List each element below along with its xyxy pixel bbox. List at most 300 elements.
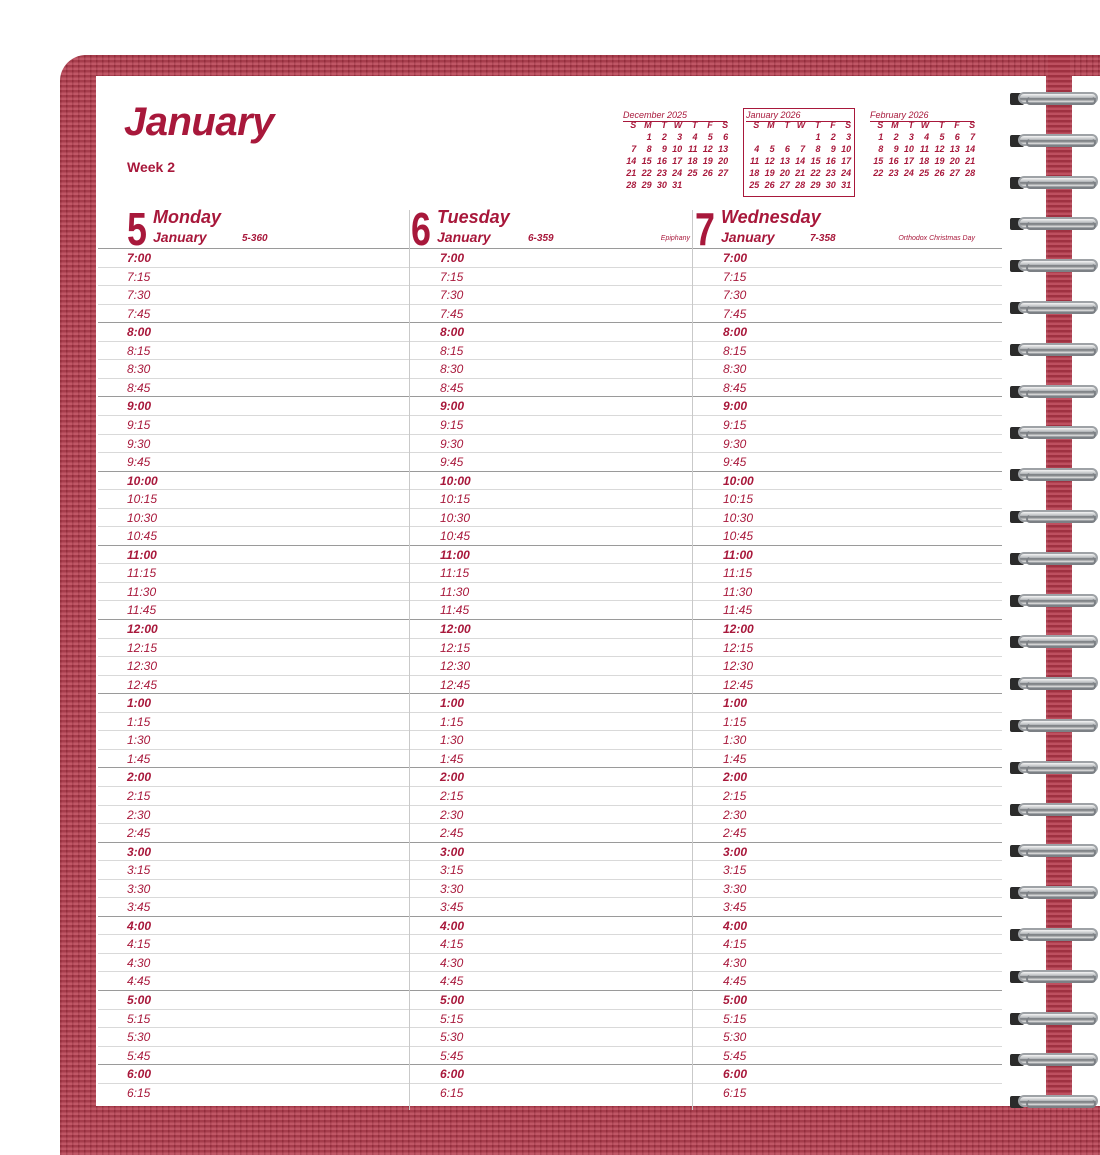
time-slot-label: 6:00 [440, 1067, 465, 1082]
time-slot-label: 7:00 [723, 251, 748, 265]
time-slot-label: 5:00 [440, 993, 465, 1007]
calendar-date: 22 [873, 168, 884, 178]
calendar-date: 11 [688, 144, 698, 154]
binding-ring [1010, 341, 1092, 359]
calendar-date: 8 [878, 144, 884, 154]
time-slot-label: 11:15 [440, 566, 470, 581]
time-slot-row[interactable] [98, 990, 1002, 1009]
calendar-date: 17 [841, 156, 852, 166]
calendar-date: 18 [687, 156, 698, 166]
weekday-header: T [784, 120, 790, 130]
binding-ring [1010, 968, 1092, 986]
weekday-header: T [691, 120, 698, 130]
day-header [127, 203, 407, 255]
time-slot-row[interactable] [98, 285, 1002, 304]
time-slot-label: 4:45 [127, 974, 151, 989]
time-slot-label: 7:15 [127, 269, 151, 284]
calendar-date [684, 179, 699, 191]
time-slot-label: 6:00 [723, 1067, 748, 1082]
time-slot-row[interactable] [98, 341, 1002, 360]
time-slot-label: 1:00 [723, 696, 748, 711]
time-slot-row[interactable] [98, 415, 1002, 434]
time-slot-label: 5:45 [127, 1048, 151, 1063]
time-slot-label: 5:30 [723, 1030, 747, 1045]
binding-ring [1010, 257, 1092, 275]
time-slot-row[interactable] [98, 359, 1002, 378]
binding-ring [1010, 90, 1092, 108]
time-slot-row[interactable] [98, 675, 1002, 694]
weekday-header: S [969, 120, 976, 130]
time-slot-row[interactable] [98, 823, 1002, 842]
time-slot-label: 2:15 [440, 788, 464, 803]
weekday-header: M [891, 120, 899, 130]
time-slot-row[interactable] [98, 953, 1002, 972]
time-slot-label: 7:45 [723, 306, 747, 321]
time-slot-label: 3:00 [127, 844, 152, 859]
time-slot-row[interactable] [98, 638, 1002, 657]
weekday-header: W [796, 120, 806, 130]
time-slot-label: 1:45 [440, 751, 464, 766]
calendar-date: 20 [718, 156, 729, 166]
time-slot-row[interactable] [98, 730, 1002, 749]
time-slot-label: 4:30 [723, 955, 747, 970]
time-slot-label: 1:30 [127, 733, 151, 748]
time-slot-row[interactable] [98, 879, 1002, 898]
time-slot-row[interactable] [98, 545, 1002, 564]
time-slot-label: 12:30 [127, 659, 158, 674]
time-slot-label: 3:30 [723, 881, 747, 896]
mini-calendar-grid [623, 120, 730, 191]
time-slot-label: 11:15 [723, 566, 753, 581]
weekday-header: S [845, 120, 852, 130]
time-slot-row[interactable] [98, 248, 1002, 267]
calendar-date: 29 [810, 180, 821, 190]
time-slot-row[interactable] [98, 693, 1002, 712]
weekday-header: W [920, 120, 930, 130]
calendar-date: 14 [626, 156, 637, 166]
time-slot-label: 11:00 [723, 547, 753, 562]
calendar-date: 13 [718, 144, 729, 154]
calendar-date: 14 [965, 144, 976, 154]
time-slot-label: 11:45 [127, 603, 157, 618]
time-slot-row[interactable] [98, 860, 1002, 879]
time-slot-label: 9:00 [723, 399, 748, 414]
calendar-date: 31 [672, 180, 683, 190]
calendar-date: 16 [825, 156, 836, 166]
time-slot-row[interactable] [98, 916, 1002, 935]
weekday-header: W [673, 120, 683, 130]
time-slot-row[interactable] [98, 1064, 1002, 1083]
binding-ring [1010, 508, 1092, 526]
time-slot-label: 11:00 [440, 547, 470, 562]
calendar-date: 13 [779, 156, 790, 166]
day-month: January [721, 229, 775, 245]
binding-ring [1010, 132, 1092, 150]
weekday-header: F [830, 120, 836, 130]
calendar-date: 27 [718, 168, 729, 178]
time-slot-label: 11:15 [127, 566, 157, 581]
time-slot-label: 10:00 [723, 473, 754, 488]
time-slot-label: 8:00 [440, 325, 465, 340]
calendar-date: 3 [677, 132, 683, 142]
time-slot-row[interactable] [98, 897, 1002, 916]
time-slot-row[interactable] [98, 322, 1002, 341]
time-slot-label: 3:30 [440, 881, 464, 896]
weekday-header: S [753, 120, 760, 130]
day-name: Tuesday [437, 207, 510, 227]
holiday-label: Epiphany [660, 235, 690, 242]
calendar-date: 2 [893, 132, 899, 142]
calendar-date: 7 [800, 144, 806, 154]
time-slot-label: 9:00 [127, 399, 152, 414]
binding-ring [1010, 1051, 1092, 1069]
calendar-date [715, 179, 730, 191]
time-slot-label: 3:45 [440, 900, 464, 915]
calendar-date: 18 [749, 168, 760, 178]
time-slot-label: 2:15 [127, 788, 151, 803]
time-slot-label: 1:45 [723, 751, 747, 766]
calendar-date: 20 [779, 168, 790, 178]
calendar-date: 1 [815, 132, 821, 142]
calendar-date: 4 [754, 144, 760, 154]
binding-ring [1010, 550, 1092, 568]
calendar-date: 21 [795, 168, 806, 178]
binding-ring [1010, 717, 1092, 735]
time-slot-label: 7:30 [127, 288, 151, 303]
time-slot-label: 9:30 [127, 436, 151, 451]
time-slot-row[interactable] [98, 563, 1002, 582]
time-slot-label: 9:45 [440, 455, 464, 470]
weekday-header: M [644, 120, 652, 130]
schedule-grid [98, 248, 1002, 1108]
time-slot-label: 12:30 [440, 659, 471, 674]
binding-ring [1010, 1010, 1092, 1028]
time-slot-label: 7:30 [440, 288, 464, 303]
time-slot-label: 7:00 [127, 251, 152, 265]
calendar-date: 10 [903, 144, 914, 154]
time-slot-row[interactable] [98, 786, 1002, 805]
time-slot-label: 7:45 [440, 306, 464, 321]
calendar-date: 9 [830, 144, 836, 154]
calendar-date: 19 [702, 156, 713, 166]
time-slot-label: 10:30 [723, 510, 754, 525]
calendar-date: 1 [646, 132, 652, 142]
time-slot-label: 3:15 [127, 863, 151, 878]
calendar-date: 17 [903, 156, 914, 166]
time-slot-label: 8:30 [723, 362, 747, 377]
time-slot-label: 4:15 [127, 937, 151, 952]
weekday-header: T [908, 120, 914, 130]
time-slot-row[interactable] [98, 304, 1002, 323]
calendar-date: 4 [692, 132, 698, 142]
binding-ring [1010, 592, 1092, 610]
time-slot-row[interactable] [98, 489, 1002, 508]
time-slot-label: 1:15 [723, 714, 747, 729]
time-slot-row[interactable] [98, 452, 1002, 471]
binding-ring [1010, 884, 1092, 902]
time-slot-row[interactable] [98, 749, 1002, 768]
time-slot-label: 11:30 [440, 584, 470, 599]
calendar-date: 28 [965, 168, 976, 178]
time-slot-label: 8:00 [723, 325, 748, 340]
time-slot-label: 10:00 [440, 473, 471, 488]
time-slot-label: 6:15 [723, 1085, 747, 1100]
weekday-header: S [722, 120, 729, 130]
time-slot-label: 7:45 [127, 306, 151, 321]
time-slot-label: 1:30 [440, 733, 464, 748]
calendar-date: 5 [769, 144, 775, 154]
binding-ring [1010, 299, 1092, 317]
calendar-date: 9 [893, 144, 899, 154]
time-slot-row[interactable] [98, 378, 1002, 397]
time-slot-label: 2:30 [723, 807, 747, 822]
time-slot-row[interactable] [98, 1027, 1002, 1046]
time-slot-label: 3:45 [723, 900, 747, 915]
time-slot-row[interactable] [98, 396, 1002, 415]
time-slot-label: 4:30 [440, 955, 464, 970]
time-slot-label: 5:15 [723, 1011, 747, 1026]
day-of-year-count: 7-358 [810, 233, 836, 244]
calendar-date: 6 [784, 144, 790, 154]
time-slot-row[interactable] [98, 842, 1002, 861]
time-slot-label: 6:15 [127, 1085, 151, 1100]
time-slot-label: 4:15 [723, 937, 747, 952]
time-slot-label: 2:30 [127, 807, 151, 822]
time-slot-label: 1:00 [440, 696, 465, 711]
time-slot-label: 3:00 [440, 844, 465, 859]
time-slot-label: 2:45 [723, 826, 747, 841]
time-slot-label: 10:45 [127, 529, 158, 544]
calendar-date: 15 [641, 156, 652, 166]
time-slot-label: 8:45 [440, 380, 464, 395]
time-slot-label: 3:15 [723, 863, 747, 878]
time-slot-label: 3:45 [127, 900, 151, 915]
binding-ring [1010, 759, 1092, 777]
calendar-date: 11 [919, 144, 930, 154]
day-name: Wednesday [721, 207, 821, 227]
time-slot-label: 5:30 [440, 1030, 464, 1045]
time-slot-label: 10:30 [127, 510, 158, 525]
calendar-date: 22 [810, 168, 821, 178]
binding-ring [1010, 215, 1092, 233]
time-slot-label: 11:45 [440, 603, 470, 618]
calendar-date: 9 [661, 144, 667, 154]
calendar-date: 23 [825, 168, 836, 178]
current-month-highlight [743, 108, 855, 197]
time-slot-label: 9:15 [723, 417, 747, 432]
time-slot-label: 12:00 [440, 622, 471, 636]
binding-ring [1010, 801, 1092, 819]
calendar-date: 27 [779, 180, 790, 190]
calendar-date: 6 [723, 132, 729, 142]
calendar-date: 22 [641, 168, 652, 178]
calendar-date: 3 [846, 132, 852, 142]
calendar-date: 26 [764, 180, 775, 190]
calendar-date: 26 [934, 168, 945, 178]
calendar-date: 19 [934, 156, 945, 166]
time-slot-row[interactable] [98, 526, 1002, 545]
time-slot-label: 9:30 [723, 436, 747, 451]
weekday-header: S [630, 120, 637, 130]
calendar-date: 1 [878, 132, 884, 142]
binding-ring [1010, 424, 1092, 442]
time-slot-label: 12:30 [723, 659, 754, 674]
time-slot-label: 5:00 [127, 993, 152, 1007]
calendar-date: 6 [954, 132, 960, 142]
calendar-date: 25 [919, 168, 930, 178]
time-slot-row[interactable] [98, 582, 1002, 601]
time-slot-label: 3:00 [723, 844, 748, 859]
day-number: 7 [695, 203, 714, 255]
calendar-date: 16 [656, 156, 667, 166]
time-slot-label: 10:30 [440, 510, 471, 525]
calendar-date: 2 [661, 132, 667, 142]
time-slot-row[interactable] [98, 508, 1002, 527]
binding-ring [1010, 842, 1092, 860]
time-slot-row[interactable] [98, 267, 1002, 286]
calendar-date: 17 [672, 156, 683, 166]
time-slot-row[interactable] [98, 767, 1002, 786]
time-slot-label: 4:15 [440, 937, 464, 952]
time-slot-row[interactable] [98, 934, 1002, 953]
time-slot-label: 8:15 [440, 343, 464, 358]
calendar-date: 27 [949, 168, 960, 178]
binding-ring [1010, 675, 1092, 693]
time-slot-label: 2:00 [723, 770, 748, 785]
time-slot-label: 12:15 [127, 640, 158, 655]
calendar-date: 12 [702, 144, 713, 154]
calendar-date: 26 [702, 168, 713, 178]
time-slot-label: 2:15 [723, 788, 747, 803]
binding-ring [1010, 174, 1092, 192]
time-slot-label: 8:30 [127, 362, 151, 377]
calendar-date: 28 [626, 180, 637, 190]
calendar-date: 21 [626, 168, 637, 178]
time-slot-row[interactable] [98, 971, 1002, 990]
calendar-date: 24 [841, 168, 852, 178]
calendar-date: 20 [949, 156, 960, 166]
time-slot-label: 8:15 [127, 343, 151, 358]
time-slot-row[interactable] [98, 1046, 1002, 1065]
time-slot-label: 4:00 [440, 918, 465, 933]
mini-calendar [870, 110, 977, 200]
time-slot-label: 5:15 [127, 1011, 151, 1026]
day-month: January [437, 229, 491, 245]
time-slot-label: 10:45 [723, 529, 754, 544]
time-slot-label: 2:00 [127, 770, 152, 785]
time-slot-label: 12:00 [723, 622, 754, 636]
mini-calendar-title: February 2026 [870, 110, 929, 120]
time-slot-row[interactable] [98, 600, 1002, 619]
time-slot-label: 9:30 [440, 436, 464, 451]
time-slot-row[interactable] [98, 1009, 1002, 1028]
time-slot-label: 1:45 [127, 751, 151, 766]
day-month: January [153, 229, 207, 245]
time-slot-label: 11:00 [127, 547, 157, 562]
weekday-header: M [767, 120, 775, 130]
time-slot-label: 3:30 [127, 881, 151, 896]
weekday-header: T [814, 120, 821, 130]
calendar-date: 25 [687, 168, 698, 178]
holiday-label: Orthodox Christmas Day [898, 235, 975, 242]
calendar-date: 15 [810, 156, 821, 166]
calendar-date: 31 [841, 180, 852, 190]
mini-calendar-title: January 2026 [746, 110, 801, 120]
time-slot-row[interactable] [98, 712, 1002, 731]
calendar-date: 4 [924, 132, 930, 142]
time-slot-label: 2:45 [127, 826, 151, 841]
binding-ring [1010, 926, 1092, 944]
calendar-date: 12 [934, 144, 945, 154]
time-slot-label: 1:15 [127, 714, 151, 729]
calendar-date: 14 [795, 156, 806, 166]
time-slot-label: 10:00 [127, 473, 158, 488]
time-slot-label: 9:15 [127, 417, 151, 432]
calendar-date: 5 [707, 132, 713, 142]
day-of-year-count: 6-359 [528, 233, 554, 244]
time-slot-row[interactable] [98, 656, 1002, 675]
calendar-date: 30 [825, 180, 836, 190]
time-slot-label: 1:00 [127, 696, 152, 711]
binding-ring [1010, 383, 1092, 401]
calendar-date: 10 [672, 144, 683, 154]
calendar-date: 18 [919, 156, 930, 166]
time-slot-label: 1:15 [440, 714, 464, 729]
calendar-date: 12 [764, 156, 775, 166]
calendar-date [623, 131, 638, 143]
time-slot-label: 8:45 [723, 380, 747, 395]
time-slot-label: 7:30 [723, 288, 747, 303]
time-slot-row[interactable] [98, 1083, 1002, 1102]
time-slot-label: 5:00 [723, 993, 748, 1007]
day-of-year-count: 5-360 [242, 233, 268, 244]
time-slot-label: 7:15 [440, 269, 464, 284]
calendar-date: 15 [873, 156, 884, 166]
time-slot-label: 9:15 [440, 417, 464, 432]
time-slot-label: 10:15 [723, 492, 754, 507]
time-slot-label: 11:30 [723, 584, 753, 599]
weekday-header: T [661, 120, 667, 130]
time-slot-label: 12:45 [440, 677, 471, 692]
time-slot-label: 4:30 [127, 955, 151, 970]
time-slot-row[interactable] [98, 805, 1002, 824]
calendar-date: 2 [830, 132, 836, 142]
time-slot-label: 5:30 [127, 1030, 151, 1045]
day-name: Monday [153, 207, 222, 227]
time-slot-label: 12:15 [723, 640, 754, 655]
time-slot-row[interactable] [98, 471, 1002, 490]
time-slot-label: 9:45 [723, 455, 747, 470]
binding-ring [1010, 633, 1092, 651]
calendar-date: 11 [749, 156, 760, 166]
time-slot-label: 4:00 [127, 918, 152, 933]
time-slot-label: 11:30 [127, 584, 157, 599]
time-slot-label: 11:45 [723, 603, 753, 618]
time-slot-label: 4:45 [440, 974, 464, 989]
calendar-date: 3 [908, 132, 914, 142]
time-slot-label: 2:45 [440, 826, 464, 841]
time-slot-row[interactable] [98, 619, 1002, 638]
time-slot-label: 12:45 [127, 677, 158, 692]
time-slot-label: 5:45 [723, 1048, 747, 1063]
calendar-date: 19 [764, 168, 775, 178]
mini-calendar-grid [870, 120, 977, 179]
calendar-date: 8 [815, 144, 821, 154]
time-slot-label: 10:15 [440, 492, 471, 507]
time-slot-row[interactable] [98, 434, 1002, 453]
binding-ring [1010, 1093, 1092, 1111]
mini-calendar [623, 110, 730, 200]
